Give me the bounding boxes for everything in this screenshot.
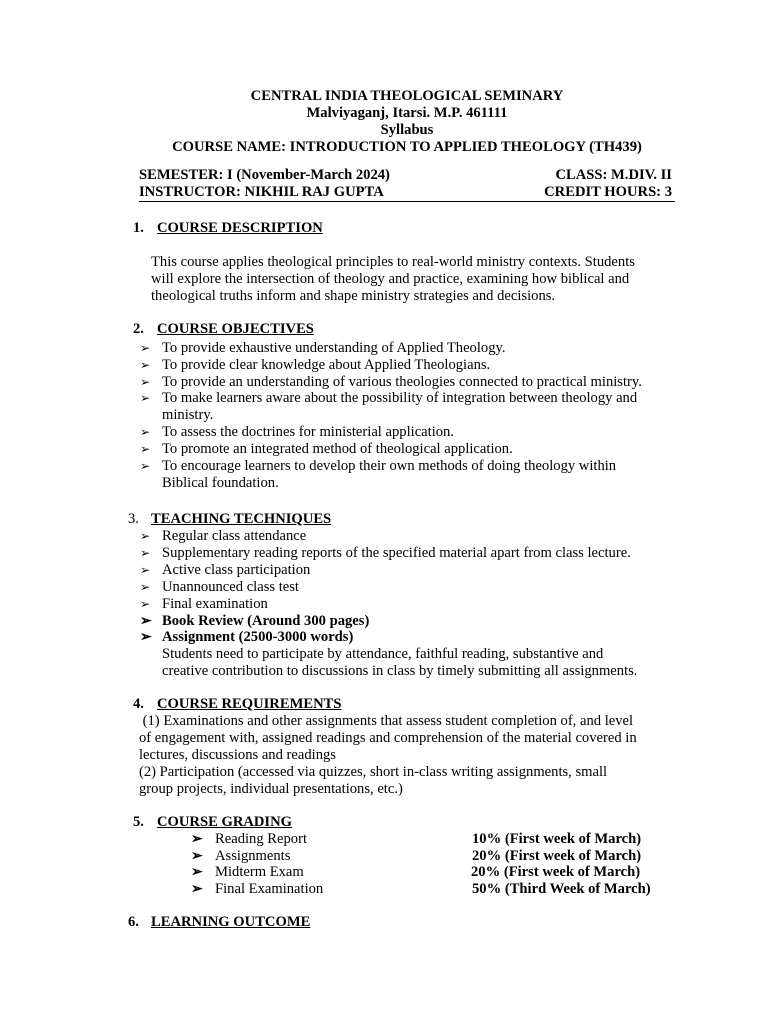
objective-item: To make learners aware about the possibility of integration between theology and: [162, 390, 638, 406]
objective-item: To encourage learners to develop their own methods of doing theology within: [162, 458, 617, 474]
requirements-line: of engagement with, assigned readings and comprehension of the material covered in: [139, 730, 637, 746]
technique-item: Final examination: [162, 596, 268, 612]
header-divider: [139, 201, 675, 202]
section-number: 4.: [133, 696, 144, 712]
objective-item: To promote an integrated method of theological application.: [162, 441, 513, 457]
technique-item: Regular class attendance: [162, 528, 307, 544]
arrow-bullet-icon: ➢: [140, 375, 151, 389]
section-number: 5.: [133, 814, 144, 830]
technique-item: Active class participation: [162, 562, 311, 578]
objective-item-continued: ministry.: [162, 407, 214, 423]
section-title-learning-outcome: LEARNING OUTCOME: [151, 914, 311, 930]
section-title-course-requirements: COURSE REQUIREMENTS: [157, 696, 342, 712]
techniques-note: creative contribution to discussions in class by timely submitting all assignments.: [162, 663, 638, 679]
technique-item: Book Review (Around 300 pages): [162, 613, 370, 629]
arrow-bullet-icon: ➢: [191, 865, 203, 880]
arrow-bullet-icon: ➢: [191, 882, 203, 897]
description-line: will explore the intersection of theology and practice, examining how biblical and: [151, 271, 630, 287]
arrow-bullet-icon: ➢: [140, 529, 151, 543]
technique-item: Unannounced class test: [162, 579, 299, 595]
document-type: Syllabus: [380, 122, 434, 138]
objective-item: To provide clear knowledge about Applied Theologians.: [162, 357, 491, 373]
institution-address: Malviyaganj, Itarsi. M.P. 461111: [306, 105, 508, 121]
arrow-bullet-icon: ➢: [140, 391, 151, 405]
objective-item: To provide an understanding of various theologies connected to practical ministry.: [162, 374, 642, 390]
section-number: 6.: [128, 914, 139, 930]
grading-item: Assignments: [215, 848, 291, 864]
technique-item: Assignment (2500-3000 words): [162, 629, 354, 645]
requirements-line: lectures, discussions and readings: [139, 747, 336, 763]
class: CLASS: M.DIV. II: [555, 167, 672, 183]
objective-item: To provide exhaustive understanding of Applied Theology.: [162, 340, 506, 356]
description-line: This course applies theological principles to real-world ministry contexts. Students: [151, 254, 635, 270]
section-title-course-objectives: COURSE OBJECTIVES: [157, 321, 314, 337]
requirements-line: (1) Examinations and other assignments that assess student completion of, and level: [139, 713, 634, 729]
section-number: 1.: [133, 220, 144, 236]
grading-weight: 10% (First week of March): [472, 831, 642, 847]
grading-item: Midterm Exam: [215, 864, 304, 880]
arrow-bullet-icon: ➢: [140, 597, 151, 611]
objective-item-continued: Biblical foundation.: [162, 475, 279, 491]
section-title-teaching-techniques: TEACHING TECHNIQUES: [151, 511, 332, 527]
arrow-bullet-icon: ➢: [140, 546, 151, 560]
course-name: COURSE NAME: INTRODUCTION TO APPLIED THEOLOGY (TH439): [172, 139, 642, 155]
arrow-bullet-icon: ➢: [140, 614, 152, 629]
section-title-course-grading: COURSE GRADING: [157, 814, 293, 830]
arrow-bullet-icon: ➢: [140, 563, 151, 577]
arrow-bullet-icon: ➢: [140, 459, 151, 473]
semester: SEMESTER: I (November-March 2024): [139, 167, 390, 183]
arrow-bullet-icon: ➢: [140, 425, 151, 439]
instructor: INSTRUCTOR: NIKHIL RAJ GUPTA: [139, 184, 384, 200]
requirements-line: (2) Participation (accessed via quizzes, short in-class writing assignments, small: [139, 764, 608, 780]
institution-name: CENTRAL INDIA THEOLOGICAL SEMINARY: [250, 88, 564, 104]
grading-item: Reading Report: [215, 831, 308, 847]
section-number: 3.: [128, 511, 139, 527]
section-number: 2.: [133, 321, 144, 337]
objective-item: To assess the doctrines for ministerial application.: [162, 424, 454, 440]
arrow-bullet-icon: ➢: [140, 630, 152, 645]
arrow-bullet-icon: ➢: [140, 580, 151, 594]
requirements-line: group projects, individual presentations, etc.): [139, 781, 403, 797]
description-line: theological truths inform and shape ministry strategies and decisions.: [151, 288, 556, 304]
techniques-note: Students need to participate by attendance, faithful reading, substantive and: [162, 646, 604, 662]
credit-hours: CREDIT HOURS: 3: [544, 184, 672, 200]
grading-weight: 20% (First week of March): [472, 848, 642, 864]
arrow-bullet-icon: ➢: [140, 341, 151, 355]
arrow-bullet-icon: ➢: [140, 442, 151, 456]
technique-item: Supplementary reading reports of the specified material apart from class lecture.: [162, 545, 631, 561]
arrow-bullet-icon: ➢: [191, 832, 203, 847]
grading-weight: 20% (First week of March): [471, 864, 641, 880]
section-title-course-description: COURSE DESCRIPTION: [157, 220, 323, 236]
arrow-bullet-icon: ➢: [191, 849, 203, 864]
arrow-bullet-icon: ➢: [140, 358, 151, 372]
grading-item: Final Examination: [215, 881, 324, 897]
grading-weight: 50% (Third Week of March): [472, 881, 651, 897]
